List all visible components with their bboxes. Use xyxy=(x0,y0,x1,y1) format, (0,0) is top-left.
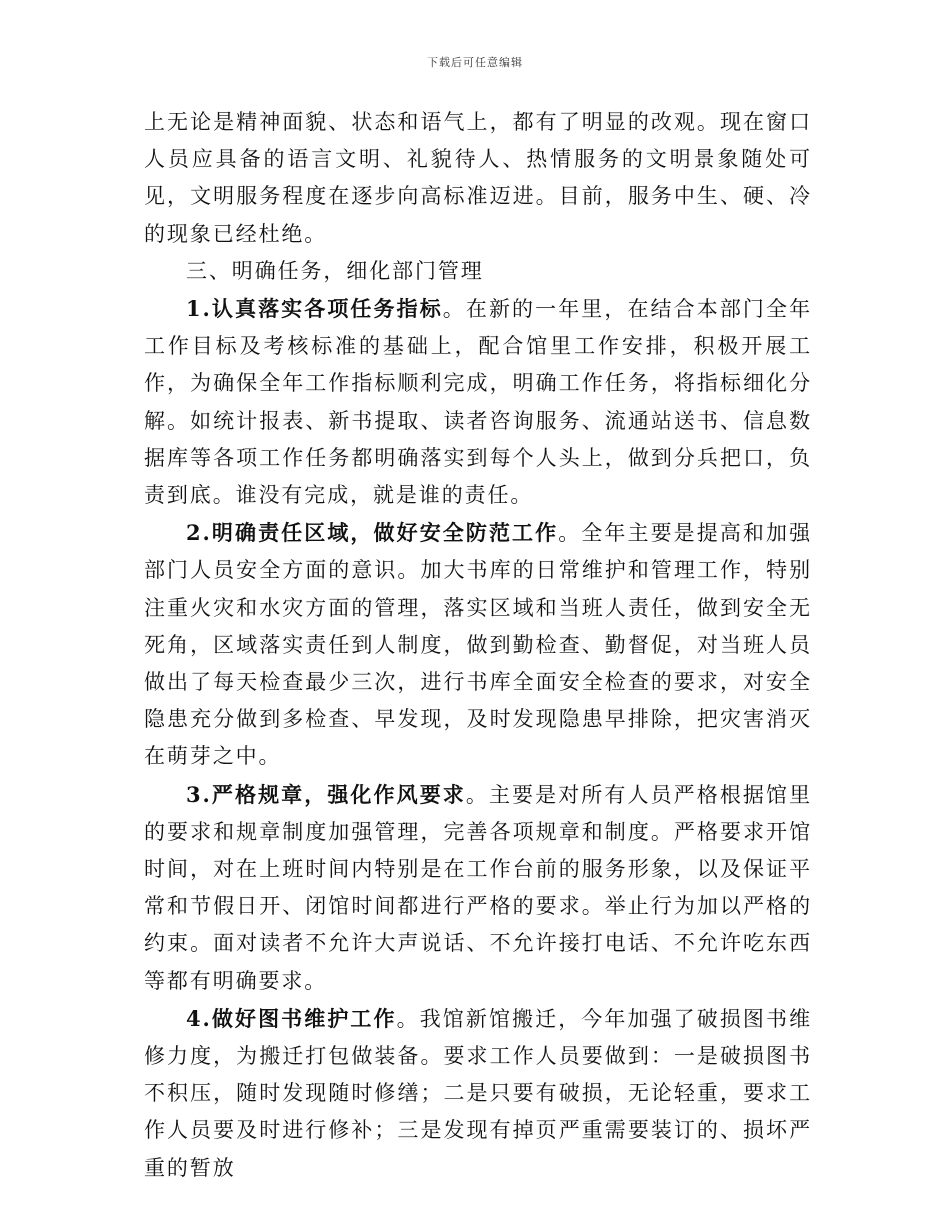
paragraph-item-4 xyxy=(144,1000,812,1187)
item-text: 。主要是对所有人员严格根据馆里的要求和规章制度加强管理，完善各项规章和制度。严格要求开馆时间，对在上班时间内特别是在工作台前的服务形象，以及保证平常和节假日开、闭馆时间都进行严格的要求。举止行为加以严格的约束。面对读者不允许大声说话、不允许接打电话、不允许吃东西等都有明确要求。 xyxy=(144,782,812,993)
document-body xyxy=(144,104,812,1187)
section-heading: 三、明确任务，细化部门管理 xyxy=(186,258,484,283)
item-text: 。全年主要是提高和加强部门人员安全方面的意识。加大书库的日常维护和管理工作，特别注重火灾和水灾方面的管理，落实区域和当班人责任，做到安全无死角，区域落实责任到人制度，做到勤检查、勤督促，对当班人员做出了每天检查最少三次，进行书库全面安全检查的要求，对安全隐患充分做到多检查、早发现，及时发现隐患早排除，把灾害消灭在萌芽之中。 xyxy=(144,521,812,769)
paragraph-item-2 xyxy=(144,514,812,775)
item-lead: 4.做好图书维护工作 xyxy=(186,1005,397,1031)
paragraph-continued: 上无论是精神面貌、状态和语气上，都有了明显的改观。现在窗口人员应具备的语言文明、礼貌待人、热情服务的文明景象随处可见，文明服务程度在逐步向高标准迈进。目前，服务中生、硬、冷的现象已经杜绝。 xyxy=(144,110,812,246)
paragraph-item-3 xyxy=(144,776,812,1000)
item-text: 。我馆新馆搬迁，今年加强了破损图书维修力度，为搬迁打包做装备。要求工作人员要做到：一是破损图书不积压，随时发现随时修缮；二是只要有破损，无论轻重，要求工作人员要及时进行修补；三是发现有掉页严重需要装订的、损坏严重的暂放 xyxy=(144,1006,812,1180)
item-text: 。在新的一年里，在结合本部门全年工作目标及考核标准的基础上，配合馆里工作安排，积极开展工作，为确保全年工作指标顺利完成，明确工作任务，将指标细化分解。如统计报表、新书提取、读者咨询服务、流通站送书、信息数据库等各项工作任务都明确落实到每个人头上，做到分兵把口，负责到底。谁没有完成，就是谁的责任。 xyxy=(144,297,812,508)
paragraph-item-1 xyxy=(144,290,812,514)
header-note: 下载后可任意编辑 xyxy=(427,56,523,69)
item-lead: 2.明确责任区域，做好安全防范工作 xyxy=(186,520,559,546)
item-lead: 1.认真落实各项任务指标 xyxy=(186,296,443,322)
item-lead: 3.严格规章，强化作风要求 xyxy=(186,781,466,807)
